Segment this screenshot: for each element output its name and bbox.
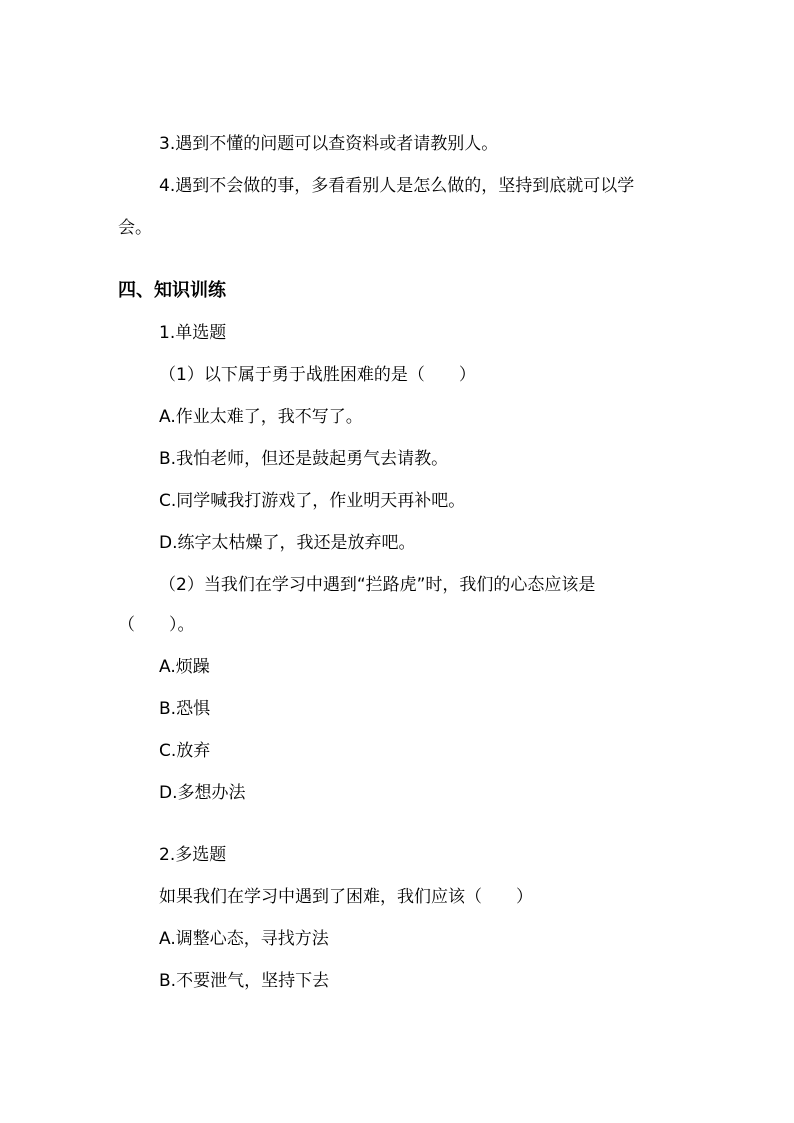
tip-item-4-line-1: 4.遇到不会做的事，多看看别人是怎么做的，坚持到底就可以学 xyxy=(159,176,635,196)
multi-choice-title: 2.多选题 xyxy=(159,845,227,865)
question-1-option-b: B.我怕老师，但还是鼓起勇气去请教。 xyxy=(159,449,449,469)
question-1-option-c: C.同学喊我打游戏了，作业明天再补吧。 xyxy=(159,491,466,511)
multi-question-option-b: B.不要泄气，坚持下去 xyxy=(159,971,330,991)
question-1-option-a: A.作业太难了，我不写了。 xyxy=(159,407,363,427)
multi-question-stem: 如果我们在学习中遇到了困难，我们应该（ ） xyxy=(159,887,533,907)
multi-question-option-a: A.调整心态，寻找方法 xyxy=(159,929,329,949)
single-choice-title: 1.单选题 xyxy=(159,323,227,343)
question-2-option-d: D.多想办法 xyxy=(159,783,246,803)
question-2-option-b: B.恐惧 xyxy=(159,699,211,719)
question-2-stem-line-2: （ ）。 xyxy=(118,615,195,635)
question-1-option-d: D.练字太枯燥了，我还是放弃吧。 xyxy=(159,533,416,553)
tip-item-3: 3.遇到不懂的问题可以查资料或者请教别人。 xyxy=(159,134,499,154)
tip-item-4-line-2: 会。 xyxy=(118,218,152,238)
question-2-option-a: A.烦躁 xyxy=(159,657,210,677)
section-heading: 四、知识训练 xyxy=(118,280,226,301)
question-2-option-c: C.放弃 xyxy=(159,741,211,761)
question-1-stem: （1）以下属于勇于战胜困难的是（ ） xyxy=(159,365,476,385)
question-2-stem-line-1: （2）当我们在学习中遇到“拦路虎”时，我们的心态应该是 xyxy=(159,575,596,595)
